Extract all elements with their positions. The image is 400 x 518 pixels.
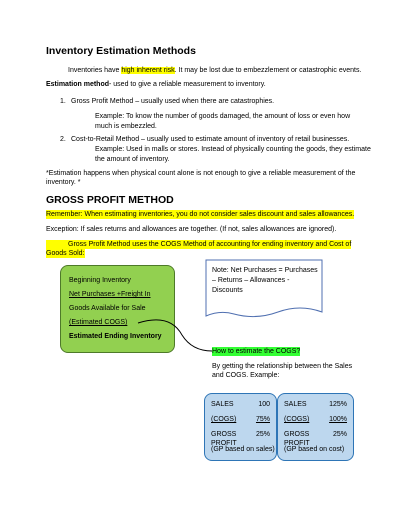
- cogs-value: 100%: [329, 416, 347, 423]
- sales-row: [211, 400, 270, 409]
- sales-value: 125%: [329, 401, 347, 408]
- list-item-1-example-line-1: Example: To know the number of goods damaged, the amount of loss or even how: [95, 113, 351, 120]
- cogs-row: [284, 415, 347, 424]
- list-item-1-number: 1.: [60, 98, 66, 105]
- sales-row: [284, 400, 347, 409]
- estimation-method-text: - used to give a reliable measurement to inventory.: [109, 81, 266, 88]
- green-box-beginning-inventory: Beginning Inventory: [69, 277, 131, 284]
- intro-highlight: high inherent risk: [121, 67, 175, 74]
- note-line-3: Discounts: [212, 287, 243, 294]
- cogs-label: (COGS): [211, 416, 237, 423]
- sales-label: SALES: [284, 401, 307, 408]
- cogs-method-line-2: Goods Sold:: [46, 250, 85, 257]
- basis-label: (GP based on sales): [211, 446, 275, 453]
- green-box-net-purchases: Net Purchases +Freight In: [69, 291, 151, 298]
- list-item-1-text: Gross Profit Method – usually used when there are catastrophies.: [71, 98, 275, 105]
- estimation-method-label: Estimation method: [46, 81, 110, 88]
- exception-note: Exception: If sales returns and allowances are together. (If not, sales allowances are ignored).: [46, 226, 337, 233]
- estimation-method-definition: [46, 80, 266, 89]
- note-line-2: – Returns – Allowances -: [212, 277, 290, 284]
- sales-value: 100: [258, 401, 270, 408]
- intro-pre: Inventories have: [68, 67, 122, 74]
- how-to-estimate-title: How to estimate the COGS?: [212, 348, 301, 355]
- list-item-2-example-line-1: Example: Used in malls or stores. Instead of physically counting the goods, they estimate: [95, 146, 371, 153]
- remember-note: Remember: When estimating inventories, you do not consider sales discount and sales allowances.: [46, 211, 355, 218]
- gross-profit-value: 25%: [332, 431, 347, 438]
- page-title: Inventory Estimation Methods: [46, 45, 196, 57]
- gp-based-on-sales-box: [204, 393, 277, 461]
- cogs-value: 75%: [255, 416, 270, 423]
- sales-label: SALES: [211, 401, 234, 408]
- basis-label: (GP based on cost): [284, 446, 345, 453]
- cogs-method-line-1: Gross Profit Method uses the COGS Method of accounting for ending inventory and Cost of: [46, 240, 351, 249]
- note-line-1: Note: Net Purchases = Purchases: [212, 267, 318, 274]
- intro-paragraph: [68, 66, 361, 75]
- list-item-2-example-line-2: the amount of inventory.: [95, 156, 170, 163]
- gross-profit-value: 25%: [255, 431, 270, 438]
- footnote-line-2: inventory. *: [46, 179, 81, 186]
- list-item-2-number: 2.: [60, 136, 66, 143]
- how-to-estimate-text-2: and COGS. Example:: [212, 372, 280, 379]
- green-box-ending-inventory: Estimated Ending Inventory: [69, 333, 162, 340]
- cogs-row: [211, 415, 270, 424]
- arrow-icon: [120, 315, 220, 360]
- gp-based-on-cost-box: [277, 393, 354, 461]
- gross-profit-label: GROSS PROFIT: [284, 431, 310, 447]
- list-item-1-example-line-2: much is embezzled.: [95, 123, 157, 130]
- section-title: GROSS PROFIT METHOD: [46, 194, 174, 206]
- cogs-label: (COGS): [284, 416, 310, 423]
- how-to-estimate-text-1: By getting the relationship between the Sales: [212, 363, 353, 370]
- gross-profit-label: GROSS PROFIT: [211, 431, 237, 447]
- note-text: [212, 266, 318, 296]
- intro-post: . It may be lost due to embezzlement or catastrophic events.: [174, 67, 362, 74]
- green-box-goods-available: Goods Available for Sale: [69, 305, 146, 312]
- green-box-estimated-cogs: (Estimated COGS): [69, 319, 128, 326]
- footnote-line-1: *Estimation happens when physical count alone is not enough to give a reliable measurement of the: [46, 170, 356, 177]
- list-item-2-text: Cost-to-Retail Method – usually used to estimate amount of inventory of retail businesses.: [71, 136, 350, 143]
